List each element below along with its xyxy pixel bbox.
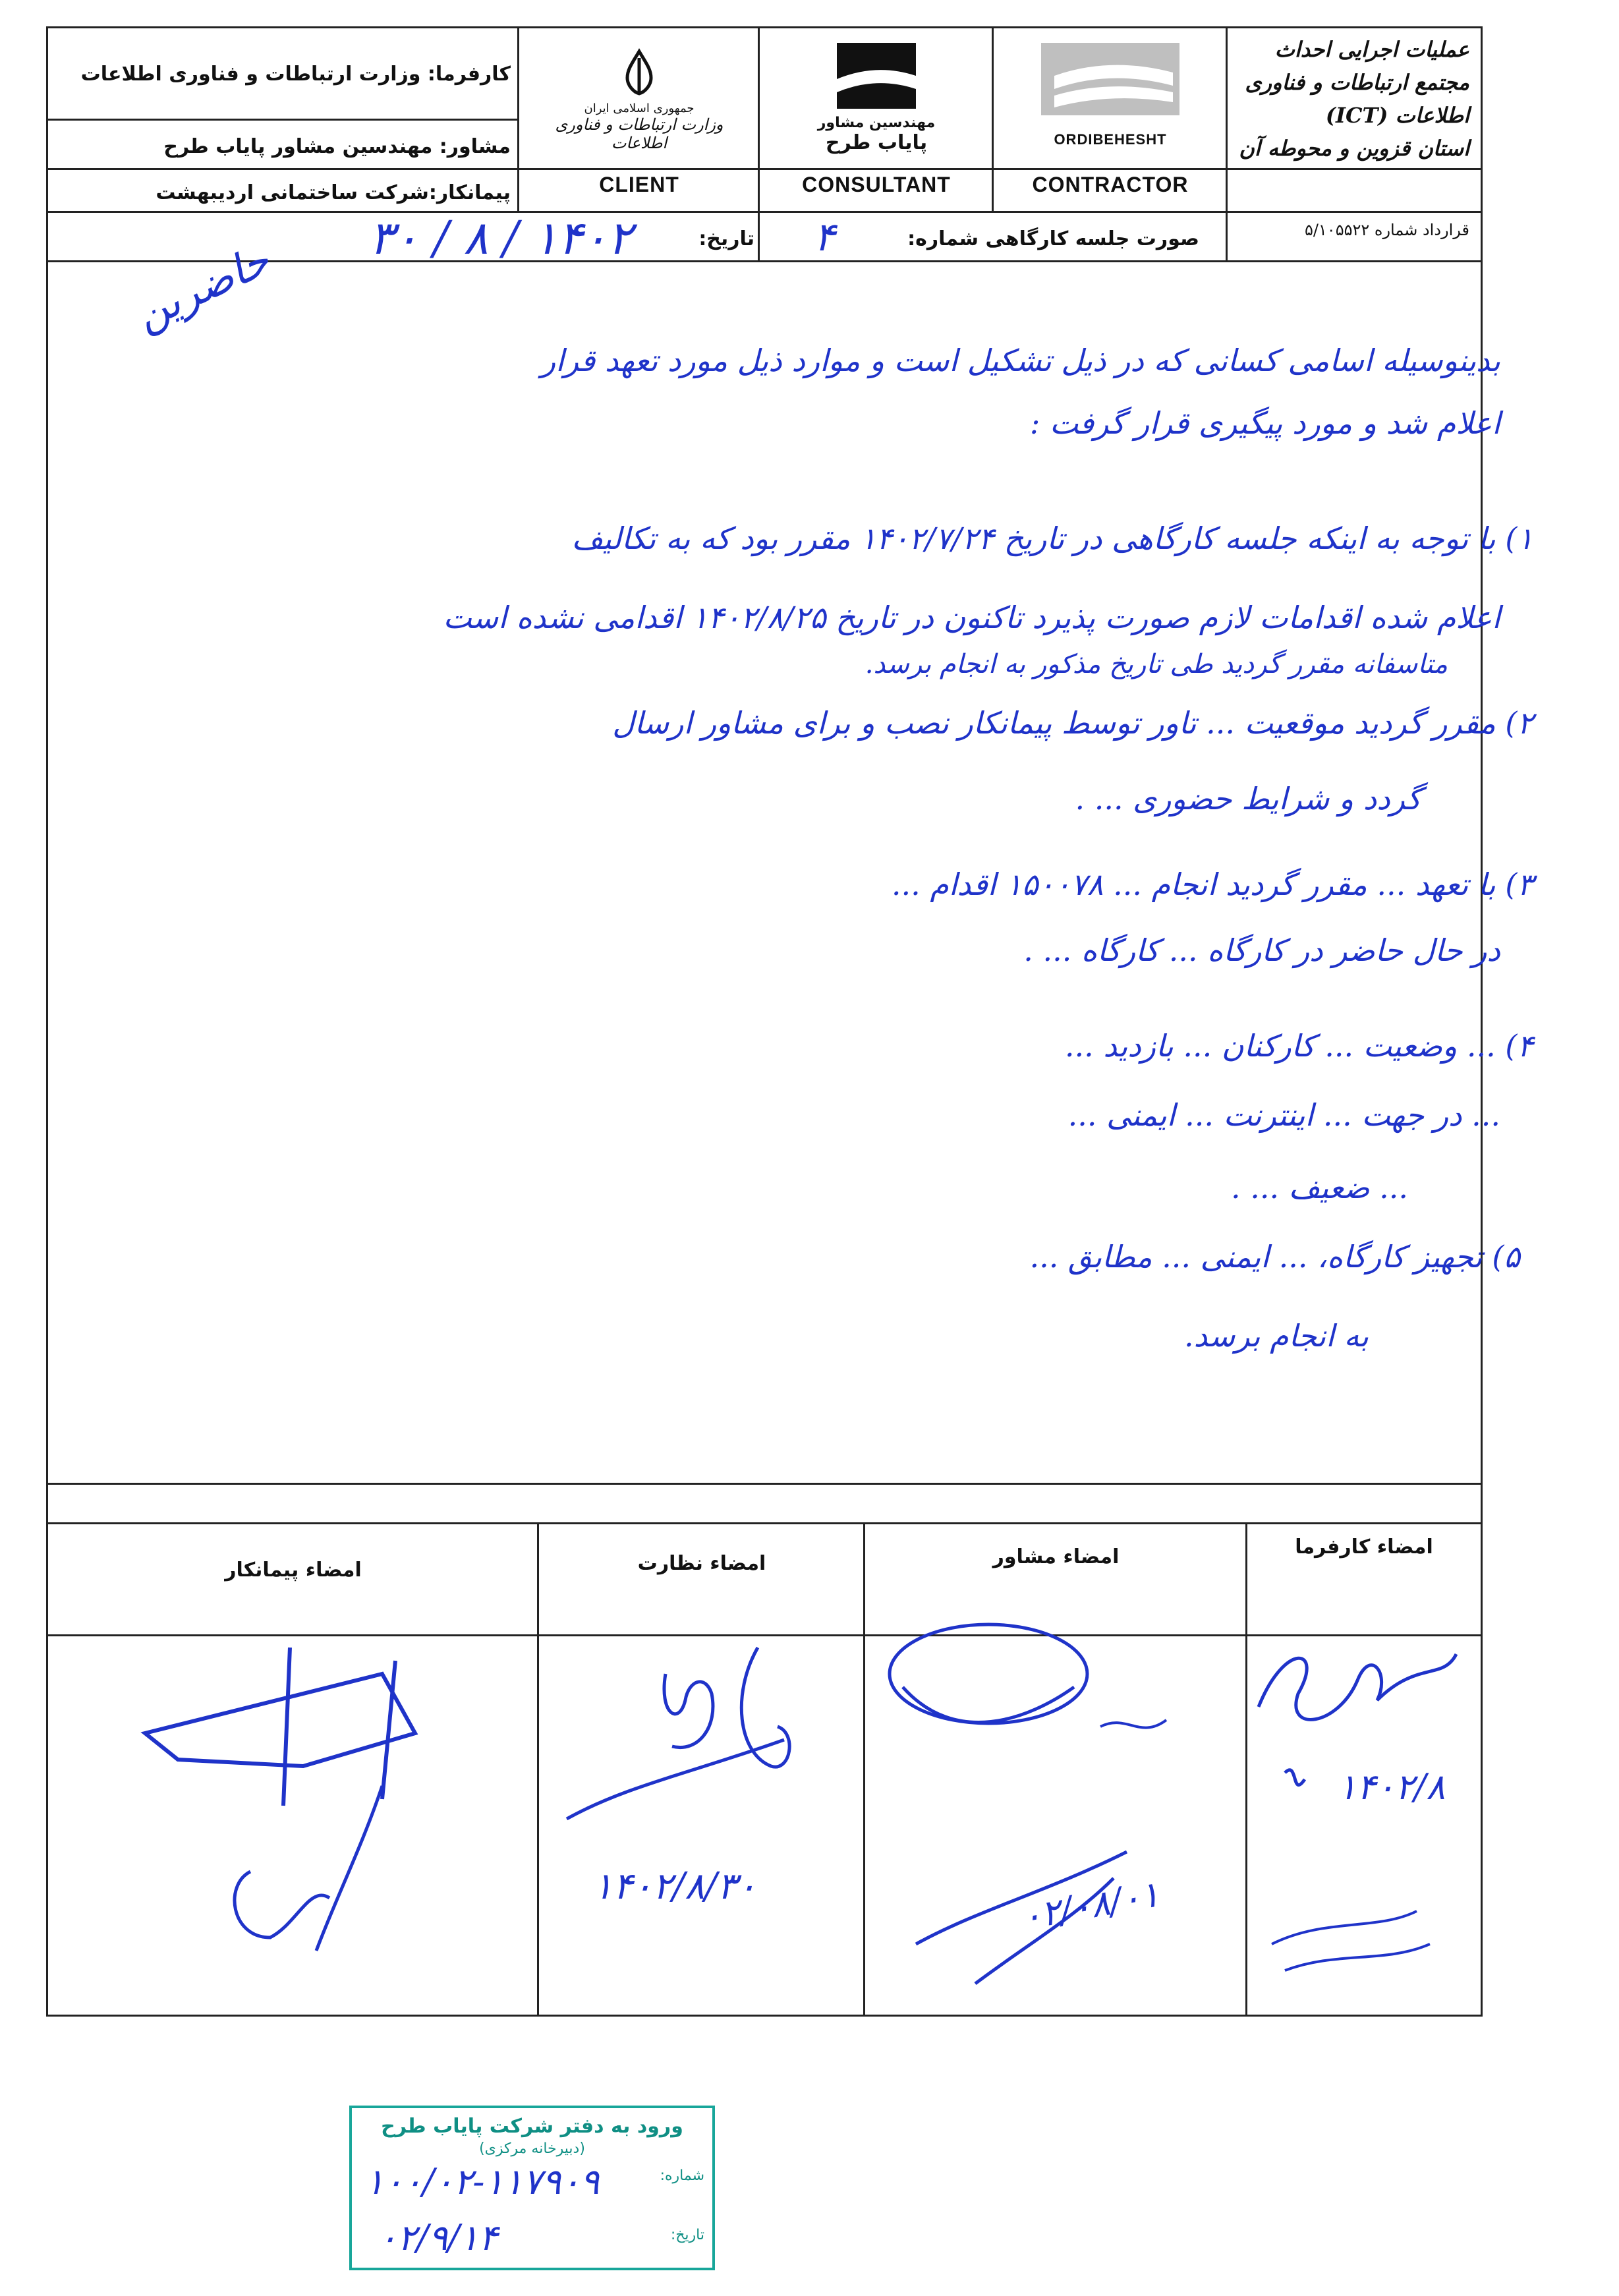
stamp-subtitle: (دبیرخانه مرکزی) (479, 2140, 585, 2157)
project-title-line: اطلاعات (ICT) (1325, 103, 1469, 128)
minutes-number: ۴ (814, 214, 836, 260)
handwritten-line: ۵) تجهیز کارگاه، ... ایمنی ... مطابق ... (1029, 1239, 1520, 1275)
stamp-date-value: ۰۲/۹/۱۴ (378, 2217, 498, 2258)
contractor-label: CONTRACTOR (1032, 173, 1189, 196)
header-divider (46, 168, 1483, 170)
payab-tarh-logo (791, 40, 962, 165)
consultant-logo-text: پایاب طرح (825, 131, 928, 154)
supervision-signature-date: ۱۴۰۲/۸/۳۰ (593, 1865, 757, 1908)
handwritten-line: در حال حاضر در کارگاه ... کارگاه ... . (1023, 933, 1500, 968)
handwritten-line: گردد و شرایط حضوری ... . (1075, 781, 1421, 817)
contract-number: قرارداد شماره ۵/۱۰۵۵۲۲ (1304, 221, 1469, 239)
project-title (1232, 33, 1469, 165)
signature-header-top (46, 1522, 1483, 1524)
handwritten-line: ۴) ... وضعیت ... کارکنان ... بازدید ... (1064, 1028, 1533, 1064)
registry-stamp (349, 2106, 715, 2270)
emblem-caption: وزارت ارتباطات و فناوری اطلاعات (555, 115, 724, 152)
signature-top-border (46, 1483, 1483, 1485)
stamp-title: ورود به دفتر شرکت پایاب طرح (381, 2115, 683, 2138)
contractor-line: پیمانکار:شرکت ساختمانی اردیبهشت (156, 181, 511, 204)
project-title-line: عملیات اجرایی احداث (1274, 37, 1469, 62)
consultant-logo-text: مهندسین مشاور (817, 115, 936, 131)
stamp-number-label: شماره: (660, 2167, 704, 2184)
handwritten-line: ۱) با توجه به اینکه جلسه کارگاهی در تاریخ ۱۴۰۲/۷/۲۴ مقرر بود که به تکالیف (571, 521, 1533, 556)
label-row-divider (46, 211, 1483, 213)
iran-emblem (540, 46, 738, 165)
handwritten-line: ... در جهت ... اینترنت ... ایمنی ... (1067, 1097, 1500, 1133)
stamp-number-value: ۱۰۰/۰۲-۱۱۷۹۰۹ (365, 2161, 600, 2202)
contractor-logo-text: ORDIBEHESHT (1054, 131, 1167, 148)
handwritten-line: اعلام شده اقدامات لازم صورت پذیرد تاکنون در تاریخ ۱۴۰۲/۸/۲۵ اقدامی نشده است (443, 600, 1500, 635)
date-label: تاریخ: (698, 227, 754, 250)
header-col-divider-2 (992, 26, 994, 211)
handwritten-line: ۳) با تعهد ... مقرر گردید انجام ... ۱۵۰۰۷۸ اقدام ... (891, 867, 1533, 902)
employer-signature-date: ۱۴۰۲/۸ (1338, 1766, 1446, 1808)
minutes-title-label: صورت جلسه کارگاهی شماره: (907, 227, 1199, 250)
contractor-signature (119, 1634, 527, 2003)
employer-signature (1245, 1601, 1483, 2017)
consultant-line: مشاور: مهندسین مشاور پایاب طرح (163, 135, 511, 158)
contractor-signature-label: امضاء پیمانکار (225, 1559, 362, 1582)
minutes-date: ۱۴۰۲ / ۸ / ۳۰ (369, 211, 633, 265)
handwritten-line: متاسفانه مقرر گردید طی تاریخ مذکور به انجام برسد. (865, 649, 1448, 679)
consultant-signature (876, 1615, 1245, 2010)
stamp-date-label: تاریخ: (670, 2227, 704, 2243)
handwritten-line: اعلام شد و مورد پیگیری قرار گرفت : (1029, 405, 1500, 441)
header-col-divider-4 (517, 26, 519, 211)
party-divider-1 (46, 119, 517, 121)
ordibehesht-logo (1015, 36, 1206, 168)
supervision-signature (547, 1634, 863, 1872)
employer-signature-label: امضاء کارفرما (1295, 1535, 1433, 1559)
employer-line: کارفرما: وزارت ارتباطات و فناوری اطلاعات (80, 63, 511, 86)
emblem-caption: جمهوری اسلامی ایران (584, 101, 695, 115)
client-label: CLIENT (599, 173, 679, 196)
supervision-signature-label: امضاء نظارت (637, 1552, 766, 1575)
handwritten-line: به انجام برسد. (1184, 1318, 1369, 1354)
handwritten-line: ... ضعیف ... . (1231, 1170, 1408, 1205)
header-col-divider-1 (1226, 26, 1228, 260)
consultant-signature-date: ۰۲/۰۸/۰۱ (1019, 1873, 1163, 1938)
handwritten-line: بدینوسیله اسامی کسانی که در ذیل تشکیل است و موارد ذیل مورد تعهد قرار (540, 343, 1500, 378)
consultant-signature-label: امضاء مشاور (992, 1545, 1120, 1568)
project-title-line: مجتمع ارتباطات و فناوری (1245, 70, 1469, 95)
attendees-heading: حاضرین (128, 235, 277, 341)
consultant-label: CONSULTANT (802, 173, 951, 196)
project-title-line: استان قزوین و محوطه آن (1239, 136, 1469, 161)
handwritten-line: ۲) مقرر گردید موقعیت ... تاور توسط پیمانکار نصب و برای مشاور ارسال (612, 705, 1533, 741)
